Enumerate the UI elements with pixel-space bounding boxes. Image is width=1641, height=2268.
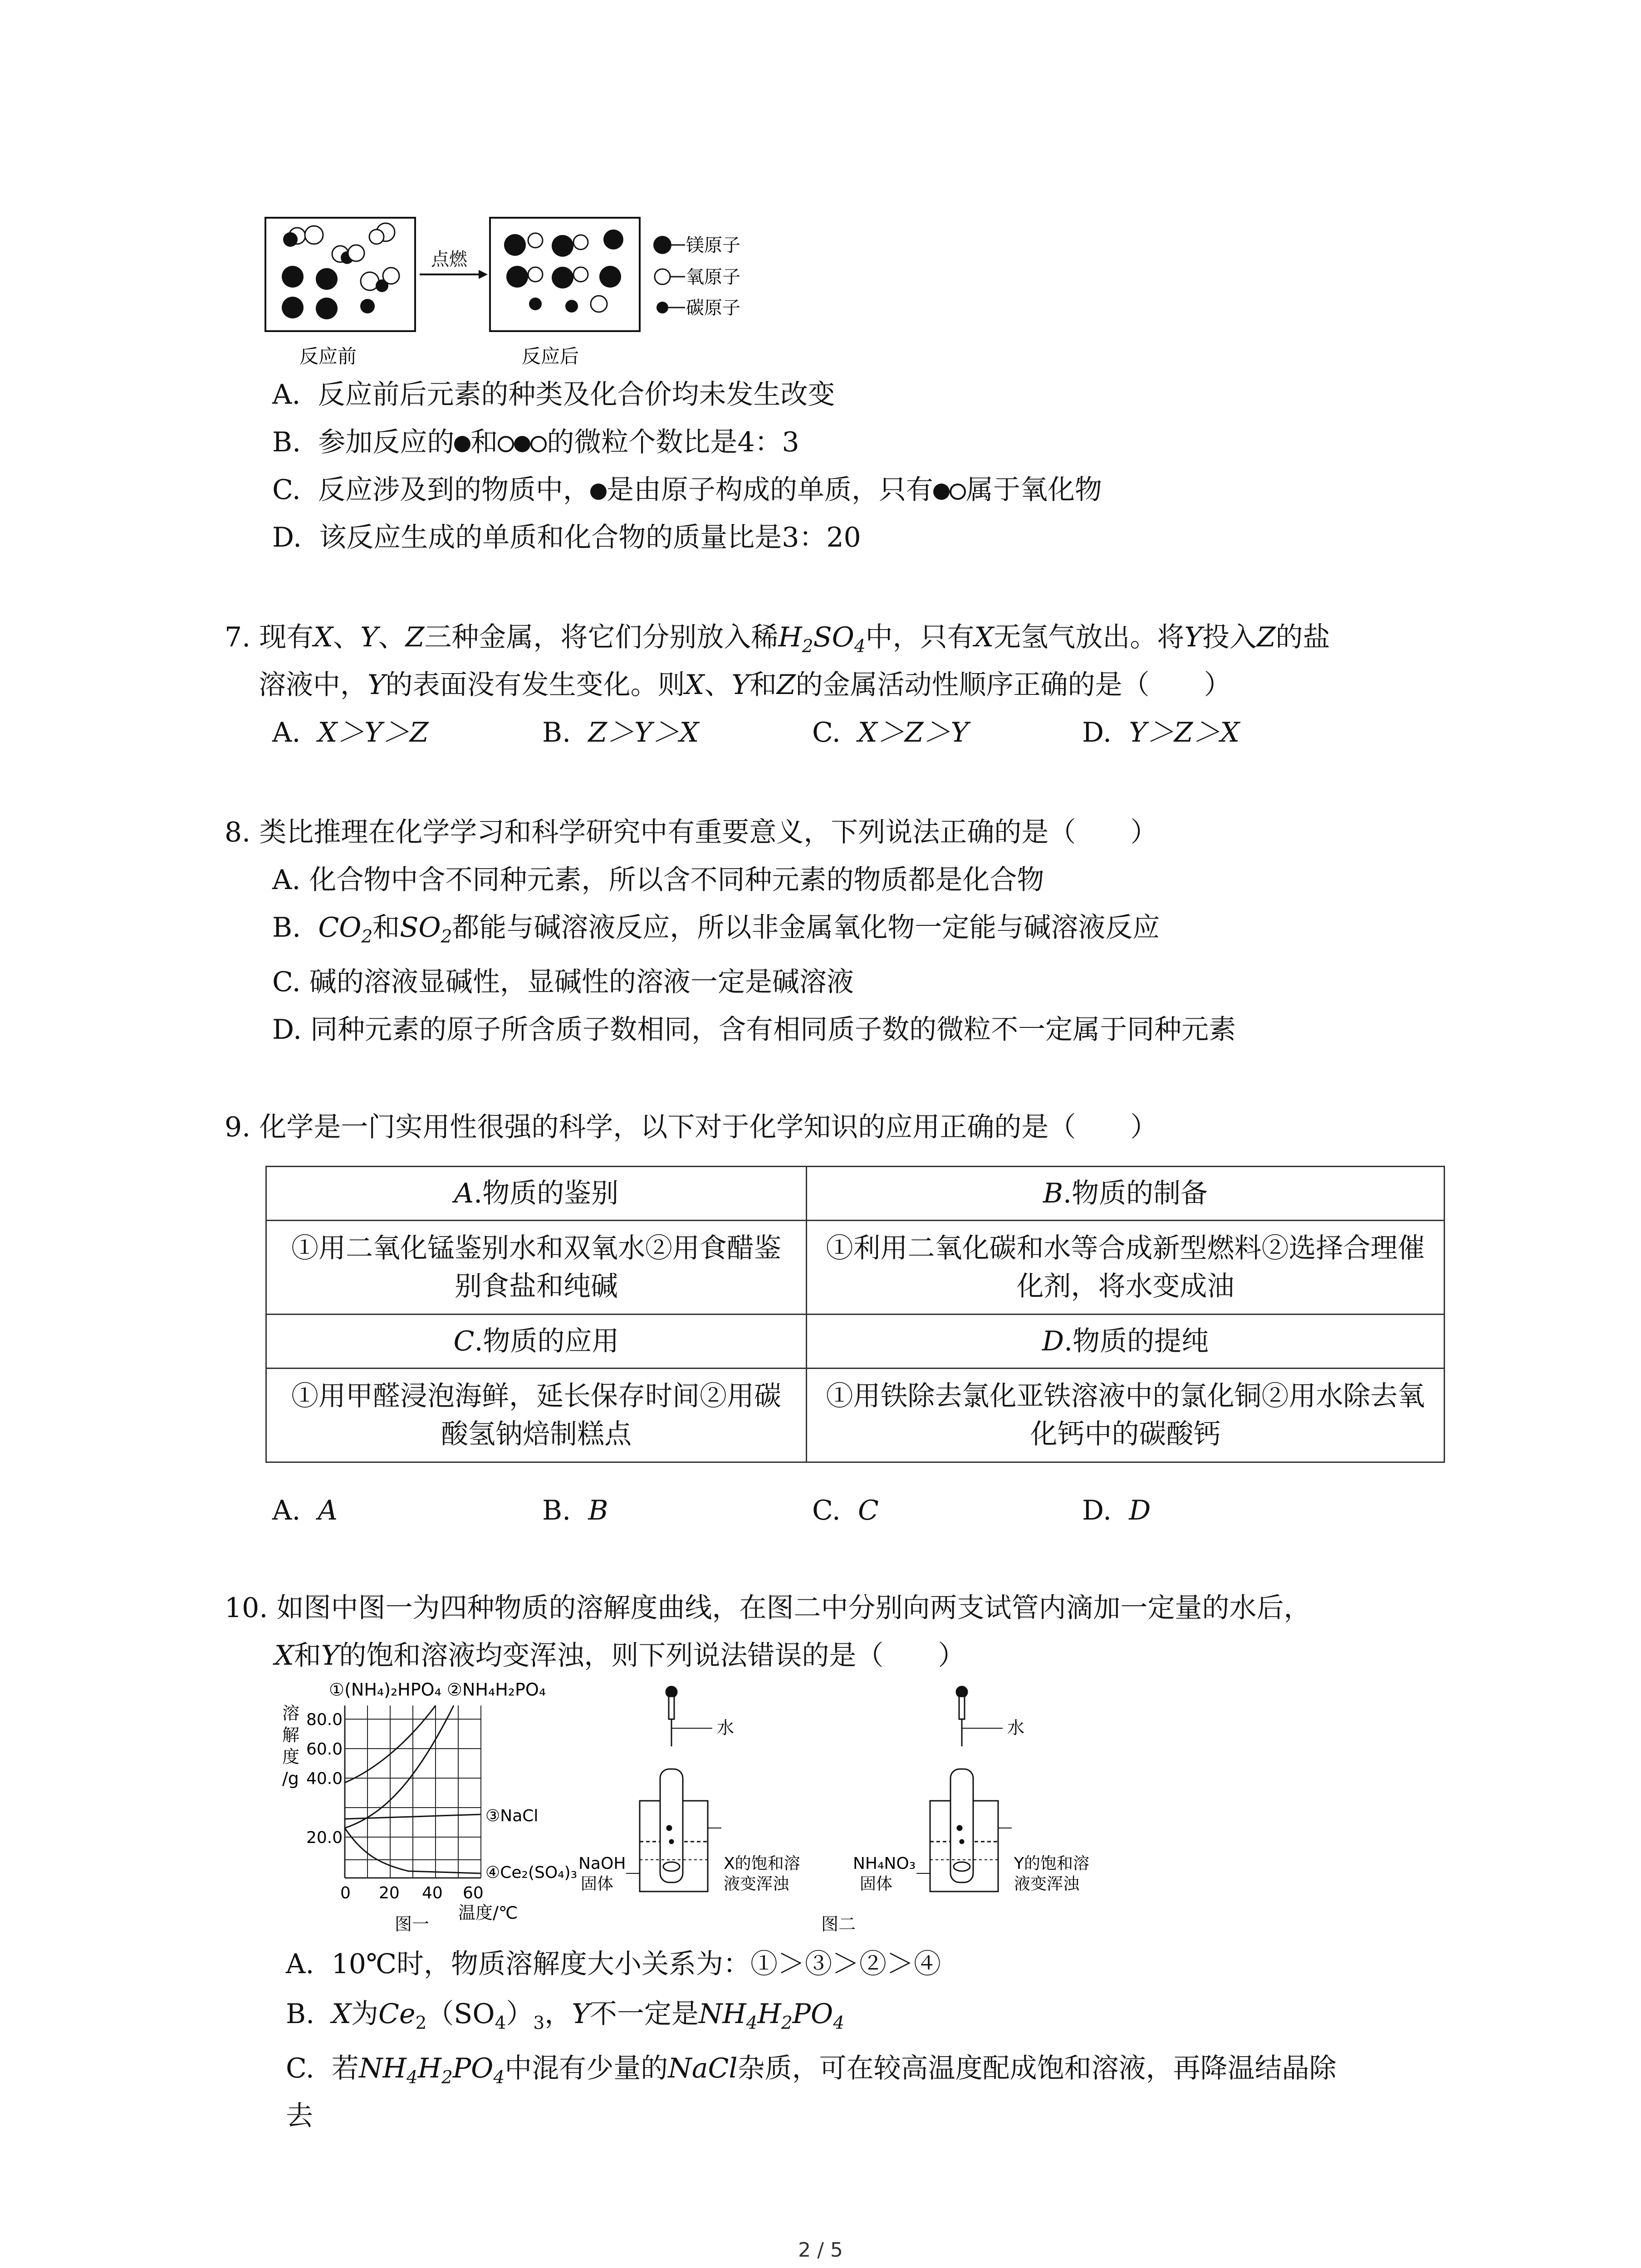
o-atom-icon [498, 436, 514, 452]
cell-c-body: ①用甲醛浸泡海鲜，延长保存时间②用碳酸氢钠焙制糕点 [266, 1369, 807, 1462]
setup-nh4no3 [916, 1686, 1012, 1892]
q8-option-a: A. 化合物中含不同种元素，所以含不同种元素的物质都是化合物 [272, 864, 1044, 896]
arrow-label: 点燃 [431, 249, 467, 270]
o-atom-icon [950, 484, 966, 500]
legend-o: 氧原子 [686, 267, 740, 288]
q7-option-d: D. Y＞Z＞X [1082, 717, 1240, 748]
cell-b-head: B.物质的制备 [807, 1167, 1445, 1221]
q9-option-c: C. C [812, 1495, 879, 1526]
page-number: 2 / 5 [798, 2239, 843, 2262]
xtick: 40 [422, 1884, 443, 1902]
xtick: 0 [340, 1884, 351, 1902]
q10-option-c-cont: 去 [286, 2100, 313, 2132]
fig1-xlabel: 温度/℃ [458, 1903, 518, 1923]
q6-option-b: B. 参加反应的 和 的微粒个数比是4：3 [272, 426, 799, 458]
fig1-ylabel: 溶解度/g [282, 1703, 300, 1789]
q10-option-a: A. 10℃时，物质溶解度大小关系为：①＞③＞②＞④ [286, 1948, 941, 1980]
cell-b-body: ①利用二氧化碳和水等合成新型燃料②选择合理催化剂，将水变成油 [807, 1221, 1445, 1315]
fig2-caption: 图二 [821, 1914, 856, 1932]
q9-stem: 9. 化学是一门实用性很强的科学，以下对于化学知识的应用正确的是（ ） [225, 1111, 1158, 1143]
water-label-2: 水 [1007, 1718, 1025, 1738]
ytick: 60.0 [306, 1740, 343, 1759]
mg-atom-icon [933, 484, 950, 500]
q7-stem-line2: 溶液中，Y的表面没有发生变化。则X、Y和Z的金属活动性顺序正确的是（ ） [259, 669, 1231, 701]
figure-2-test-tubes [576, 1678, 1121, 1932]
ytick: 20.0 [306, 1828, 343, 1847]
water-label-1: 水 [717, 1718, 735, 1738]
fig1-yticks [306, 1711, 343, 1847]
ytick: 40.0 [306, 1769, 343, 1788]
q9-option-a: A. A [272, 1495, 338, 1526]
xtick: 20 [379, 1884, 400, 1902]
curve3-label: ③NaCl [485, 1807, 539, 1825]
q10-stem-line1: 10. 如图中图一为四种物质的溶解度曲线，在图二中分别向两支试管内滴加一定量的水后， [225, 1592, 1311, 1624]
q7-option-a: A. X＞Y＞Z [272, 717, 429, 748]
q10-option-b: B. X为$Ce_2(SO_4)_3$，Y不一定是$NH_4H_2PO_4$ [286, 1998, 845, 2033]
curve-2 [345, 1706, 454, 1828]
q6-option-a: A. 反应前后元素的种类及化合价均未发生改变 [272, 379, 835, 411]
x-solution-label: X的饱和溶液变浑浊 [724, 1854, 800, 1893]
q7-option-c: C. X＞Z＞Y [812, 717, 969, 748]
q6-option-c: C. 反应涉及到的物质中， 是由原子构成的单质，只有 属于氧化物 [272, 474, 1102, 506]
q8-option-c: C. 碱的溶液显碱性，显碱性的溶液一定是碱溶液 [272, 966, 854, 998]
setup-naoh [626, 1686, 721, 1892]
naoh-label: NaOH 固体 [578, 1854, 626, 1893]
q8-stem: 8. 类比推理在化学学习和科学研究中有重要意义，下列说法正确的是（ ） [225, 816, 1158, 848]
fig1-caption: 图一 [395, 1914, 430, 1932]
cell-d-body: ①用铁除去氯化亚铁溶液中的氯化铜②用水除去氧化钙中的碳酸钙 [807, 1369, 1445, 1462]
q8-option-d: D. 同种元素的原子所含质子数相同，含有相同质子数的微粒不一定属于同种元素 [272, 1014, 1236, 1046]
after-label: 反应后 [522, 345, 579, 367]
nh4no3-label: NH₄NO₃ 固体 [853, 1854, 916, 1893]
legend-c: 碳原子 [686, 298, 740, 318]
q9-option-b: B. B [542, 1495, 608, 1526]
c-atom-icon [514, 436, 530, 452]
y-solution-label: Y的饱和溶液变浑浊 [1014, 1854, 1089, 1893]
q7-stem-line1: 7. 现有X、Y、Z三种金属，将它们分别放入稀$H_2SO_4$中，只有X无氢气放出。将Y投入Z的盐 [225, 621, 1330, 657]
cell-a-head: A.物质的鉴别 [266, 1167, 807, 1221]
o-atom-icon [530, 436, 547, 452]
cell-d-head: D.物质的提纯 [807, 1315, 1445, 1369]
curve4-label: ④Ce₂(SO₄)₃ [485, 1863, 578, 1882]
legend-mg: 镁原子 [686, 235, 740, 256]
xtick: 60 [463, 1884, 484, 1902]
fig1-xticks [340, 1884, 484, 1902]
q10-stem-line2: X和Y的饱和溶液均变浑浊，则下列说法错误的是（ ） [274, 1640, 965, 1672]
q9-table [265, 1166, 1445, 1463]
q6-option-d: D. 该反应生成的单质和化合物的质量比是3：20 [272, 522, 861, 553]
ytick: 80.0 [306, 1711, 343, 1729]
q7-option-b: B. Z＞Y＞X [542, 717, 699, 748]
mg-atom-icon [454, 436, 470, 452]
reaction-diagram [263, 213, 808, 376]
q10-option-c: C. 若$NH_4H_2PO_4$中混有少量的NaCl杂质，可在较高温度配成饱和溶液，再降温结晶除 [286, 2053, 1337, 2088]
q8-option-b: B. $CO_2$和$SO_2$都能与碱溶液反应，所以非金属氧化物一定能与碱溶液反应 [272, 912, 1160, 947]
fig1-title: ①(NH₄)₂HPO₄ ②NH₄H₂PO₄ [329, 1680, 546, 1700]
q9-option-d: D. D [1082, 1495, 1151, 1526]
cell-c-head: C.物质的应用 [266, 1315, 807, 1369]
mg-atom-icon [590, 484, 607, 500]
before-label: 反应前 [299, 345, 357, 367]
cell-a-body: ①用二氧化锰鉴别水和双氧水②用食醋鉴别食盐和纯碱 [266, 1221, 807, 1315]
figure-1-solubility [272, 1678, 626, 1932]
